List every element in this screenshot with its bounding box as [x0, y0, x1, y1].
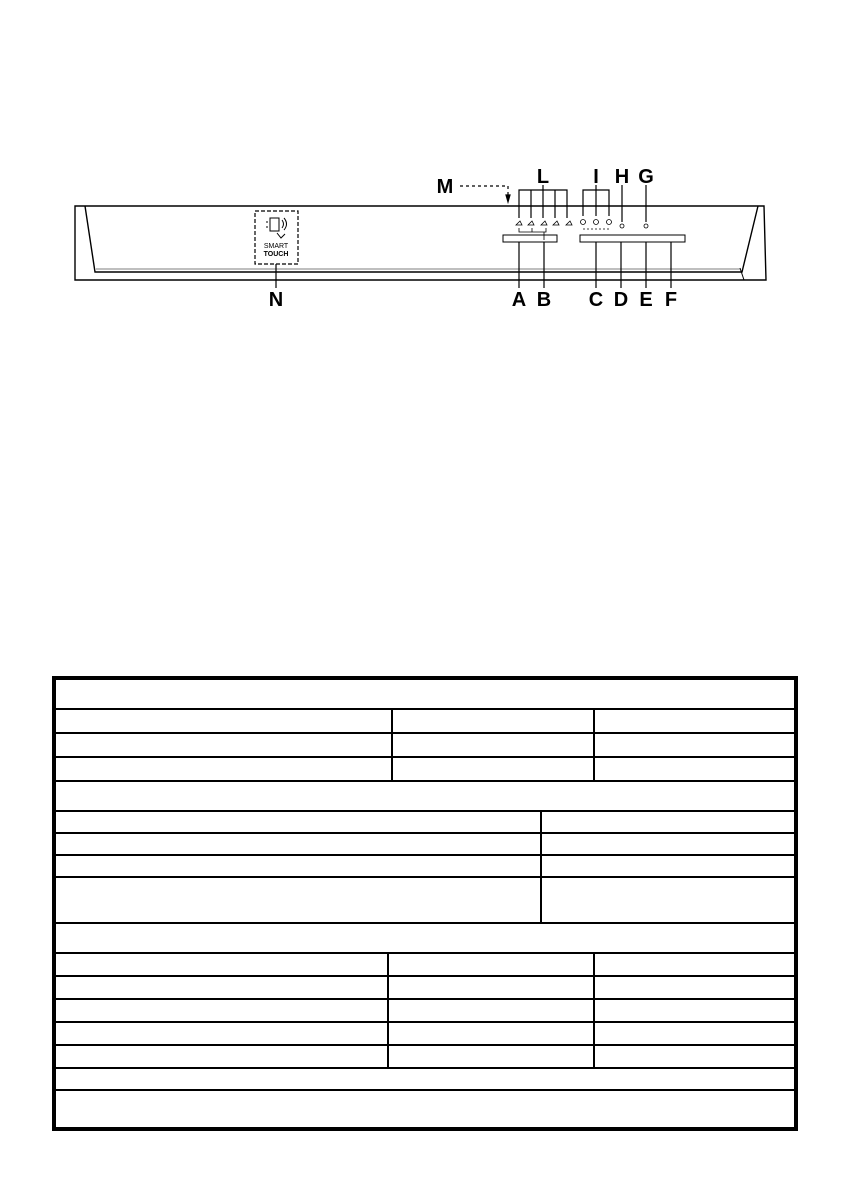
panel-outline	[75, 206, 766, 280]
spec-table	[52, 676, 798, 1131]
table-row	[56, 734, 794, 758]
callout-d: D	[613, 289, 629, 311]
table-row	[56, 1000, 794, 1023]
table-row	[56, 812, 794, 834]
table-row	[56, 1046, 794, 1069]
callout-b: B	[536, 289, 552, 311]
section-2-header	[56, 782, 794, 812]
callout-lines-top	[460, 185, 646, 222]
table-row	[56, 954, 794, 977]
option-icon-3	[607, 220, 612, 225]
table-row	[56, 758, 794, 782]
section-4-header	[56, 1069, 794, 1091]
callout-c: C	[588, 289, 604, 311]
option-icon-1	[581, 220, 586, 225]
callout-e: E	[639, 289, 653, 311]
logo-smart-text: SMART	[263, 243, 289, 250]
control-panel-diagram	[0, 150, 850, 320]
program-icon-4	[553, 221, 559, 225]
section-1-header	[56, 680, 794, 710]
callout-a: A	[511, 289, 527, 311]
program-icon-3	[541, 221, 547, 225]
logo-touch-text: TOUCH	[263, 251, 289, 258]
program-icon-1	[516, 221, 522, 225]
callout-l: L	[536, 166, 550, 188]
nfc-phone-icon	[266, 218, 287, 238]
indicator-h	[620, 224, 624, 228]
callout-n: N	[268, 289, 284, 311]
button-bar-right	[580, 235, 685, 242]
smart-touch-area	[255, 211, 298, 264]
option-icon-2	[594, 220, 599, 225]
table-row	[56, 878, 794, 924]
table-footer-row	[56, 1091, 794, 1127]
button-bar-left	[503, 235, 557, 242]
program-icon-2	[528, 221, 534, 225]
callout-lines-bottom	[276, 242, 671, 288]
indicator-g	[644, 224, 648, 228]
table-row	[56, 856, 794, 878]
table-row	[56, 834, 794, 856]
callout-g: G	[638, 166, 654, 188]
callout-i: I	[593, 166, 599, 188]
program-icons	[516, 221, 572, 240]
section-3-header	[56, 924, 794, 954]
table-row	[56, 1023, 794, 1046]
program-icon-5	[566, 221, 572, 225]
callout-h: H	[614, 166, 630, 188]
callout-m: M	[436, 176, 454, 198]
option-icons	[581, 220, 612, 230]
callout-f: F	[664, 289, 678, 311]
table-row	[56, 710, 794, 734]
table-row	[56, 977, 794, 1000]
